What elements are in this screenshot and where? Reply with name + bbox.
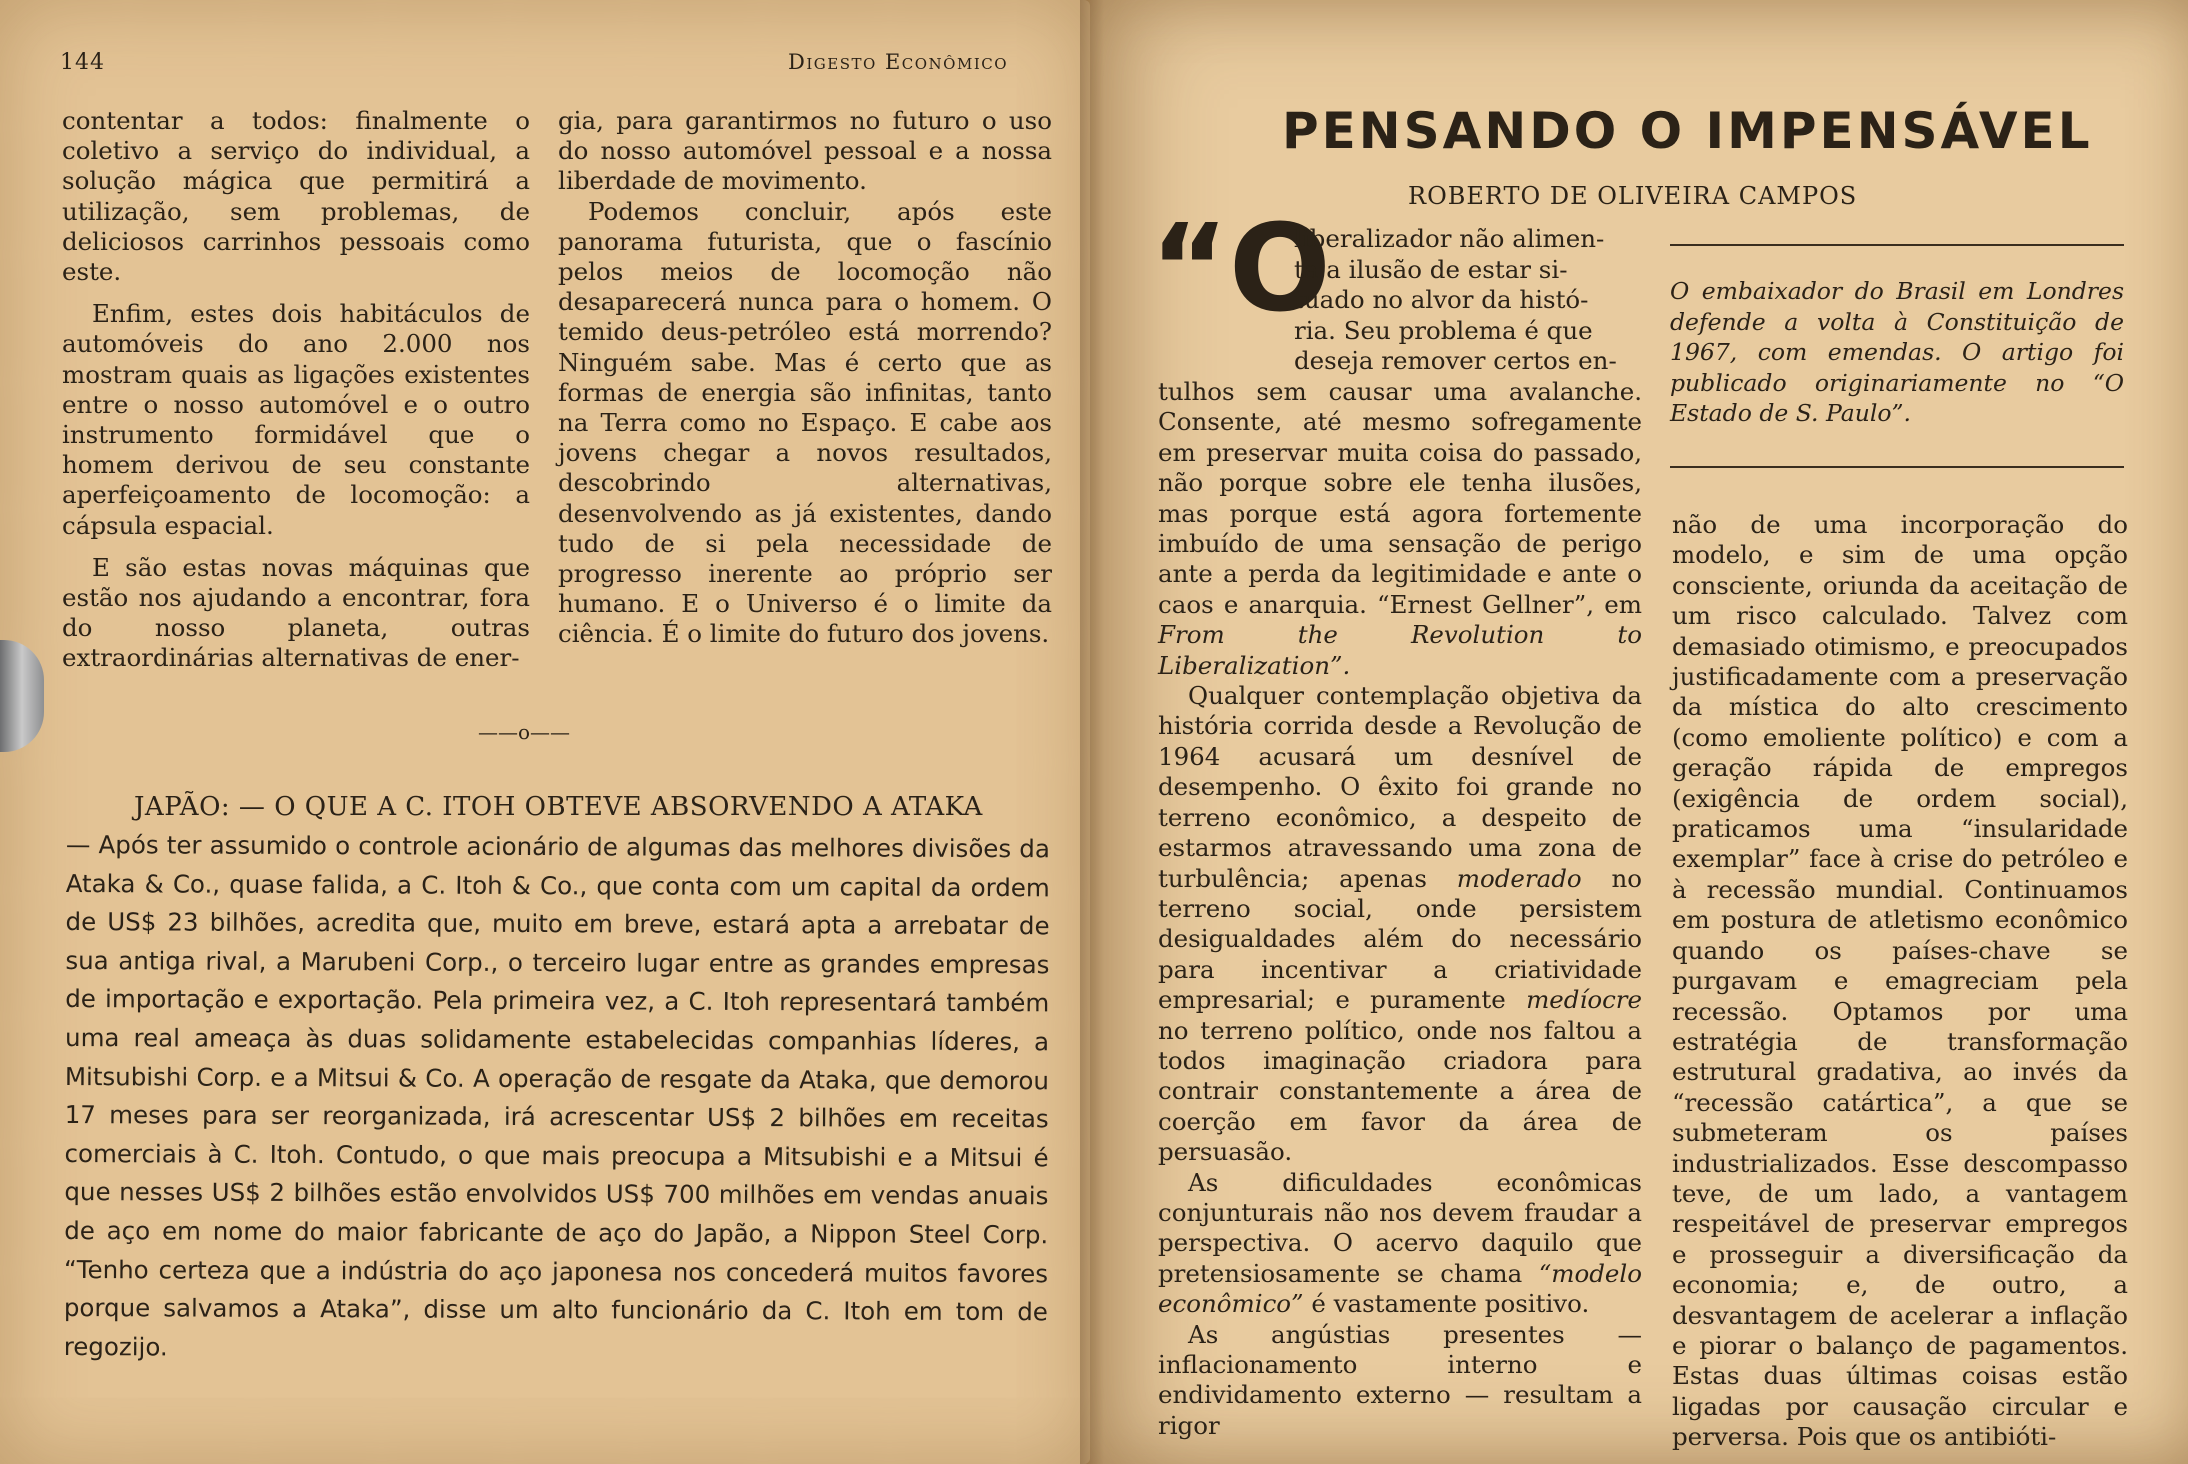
note-rule-top — [1670, 244, 2124, 246]
italic-word: “modelo econômico” — [1158, 1258, 1642, 1319]
intro-line: tuado no alvor da histó- — [1294, 285, 1589, 314]
running-head: Digesto Econômico — [788, 50, 1009, 74]
paragraph: As angústias presentes — inflacionamento interno e endividamento externo — resultam a rigor — [1158, 1319, 1642, 1440]
editor-note: O embaixador do Brasil em Londres defende a volta à Constituição de 1967, com emendas. O artigo foi publicado originariamente no “O Estado de S. Paulo”. — [1670, 277, 2124, 427]
article-title: PENSANDO O IMPENSÁVEL — [1282, 102, 2093, 160]
left-column-2 — [558, 106, 1052, 650]
binder-clip — [0, 640, 44, 752]
text-span: As dificuldades econômicas conjunturais não nos devem fraudar a perspectiva. O acervo daquilo que pretensiosamente se chama — [1158, 1167, 1642, 1288]
paragraph: não de uma incorporação do modelo, e sim de uma opção consciente, oriunda da aceitação de um risco calculado. Talvez com demasiado otimismo, e preocupados justificadamente com a preservação da mística do alto crescimento (como emoliente político) e com a geração rápida de empregos (exigência de ordem social), praticamos uma “insularidade exemplar” face à crise do petróleo e à recessão mundial. Continuamos em postura de atletismo econômico quando os países-chave se purgavam e emagreciam pela recessão. Optamos por uma estratégia de transformação estrutural gradativa, ao invés da “recessão catártica”, a que se submeteram os países industrializados. Esse descompasso teve, de um lado, a vantagem respeitável de preservar empregos e prosseguir a diversificação da economia; e, de outro, a desvantagem de acelerar a inflação e piorar o balanço de pagamentos. Estas duas últimas coisas estão ligadas por causação circular e perversa. Pois que os antibióti- — [1672, 510, 2128, 1452]
paragraph: Enfim, estes dois habitáculos de automóveis do ano 2.000 nos mostram quais as ligações existentes entre o nosso automóvel e o outro instrumento formidável que o homem derivou de seu constante aperfeiçoamento de locomoção: a cápsula espacial. — [62, 299, 530, 540]
text-span: no terreno político, onde nos faltou a todos imaginação criadora para contrair constantemente a área de coerção em favor da área de persuasão. — [1158, 1015, 1642, 1167]
paragraph: contentar a todos: finalmente o coletivo a serviço do individual, a solução mágica que permitirá a utilização, sem problemas, de deliciosos carrinhos pessoais como este. — [62, 106, 530, 287]
text-span: no terreno social, onde persistem desigualdades além do necessário para incentivar a criatividade empresarial; e puramente — [1158, 863, 1643, 1015]
left-column-1 — [62, 106, 530, 674]
article-column-1 — [1158, 377, 1642, 1441]
left-page — [0, 0, 1090, 1464]
section-separator: ——o—— — [478, 720, 571, 744]
intro-line: ta a ilusão de estar si- — [1294, 254, 1568, 284]
intro-line: liberalizador não alimen- — [1294, 224, 1605, 253]
paragraph: E são estas novas máquinas que estão nos ajudando a encontrar, fora do nosso planeta, outras extraordinárias alternativas de ener- — [62, 552, 530, 673]
book-gutter — [1080, 0, 1104, 1464]
paragraph — [1158, 681, 1642, 1168]
article-author: ROBERTO DE OLIVEIRA CAMPOS — [1408, 182, 1858, 210]
italic-word: moderado — [1456, 863, 1582, 893]
news-headline: JAPÃO: — O QUE A C. ITOH OBTEVE ABSORVENDO A ATAKA — [134, 792, 983, 822]
italic-ref: From the Revolution to Liberalization”. — [1158, 620, 1642, 680]
italic-word: medíocre — [1526, 985, 1642, 1015]
text-span: Qualquer contemplação objetiva da história corrida desde a Revolução de 1964 acusará um desnível de desempenho. O êxito foi grande no terreno econômico, a despeito de estarmos atravessando uma zona de turbulência; apenas — [1158, 681, 1642, 893]
article-column-2 — [1672, 510, 2128, 1453]
page-number: 144 — [60, 50, 105, 75]
note-rule-bottom — [1670, 466, 2124, 468]
drop-cap: “O — [1150, 200, 1331, 339]
text-span: é vastamente positivo. — [1311, 1289, 1590, 1319]
paragraph — [1158, 377, 1642, 681]
text-span: tulhos sem causar uma avalanche. Consente, até mesmo sofregamente em preservar muita coisa do passado, não porque sobre ele tenha ilusões, mas porque está agora fortemente imbuído de uma sensação de perigo ante a perda da legitimidade e ante o caos e anarquia. “Ernest Gellner”, em — [1158, 377, 1642, 619]
intro-line: ria. Seu problema é que — [1294, 315, 1593, 345]
paragraph — [1158, 1168, 1642, 1320]
intro-lines — [1294, 224, 1638, 377]
paragraph: Podemos concluir, após este panorama futurista, que o fascínio pelos meios de locomoção não desaparecerá nunca para o homem. O temido deus-petróleo está morrendo? Ninguém sabe. Mas é certo que as formas de energia são infinitas, tanto na Terra como no Espaço. E cabe aos jovens chegar a novos resultados, descobrindo alternativas, desenvolvendo as já existentes, dando tudo de si pela necessidade de progresso inerente ao próprio ser humano. E o Universo é o limite da ciência. É o limite do futuro dos jovens. — [558, 196, 1052, 649]
intro-line: deseja remover certos en- — [1294, 346, 1617, 375]
news-body: — Após ter assumido o controle acionário de algumas das melhores divisões da Ataka & Co., quase falida, a C. Itoh & Co., que conta com um capital da ordem de US$ 23 bilhões, acredita que, muito em breve, estará apta a arrebatar de sua antiga rival, a Marubeni Corp., o terceiro lugar entre as grandes empresas de importação e exportação. Pela primeira vez, a C. Itoh representará também uma real ameaça às duas solidamente estabelecidas companhias líderes, a Mitsubishi Corp. e a Mitsui & Co. A operação de resgate da Ataka, que demorou 17 meses para ser reorganizada, irá acrescentar US$ 2 bilhões em receitas comerciais à C. Itoh. Contudo, o que mais preocupa a Mitsubishi e a Mitsui é que nesses US$ 2 bilhões estão envolvidos US$ 700 milhões em vendas anuais de aço em nome do maior fabricante de aço do Japão, a Nippon Steel Corp. “Tenho certeza que a indústria do aço japonesa nos concederá muitos favores porque salvamos a Ataka”, disse um alto funcionário da C. Itoh em tom de regozijo. — [63, 829, 1050, 1362]
paragraph: gia, para garantirmos no futuro o uso do nosso automóvel pessoal e a nossa liberdade de movimento. — [558, 106, 1052, 196]
right-page — [1090, 0, 2188, 1464]
